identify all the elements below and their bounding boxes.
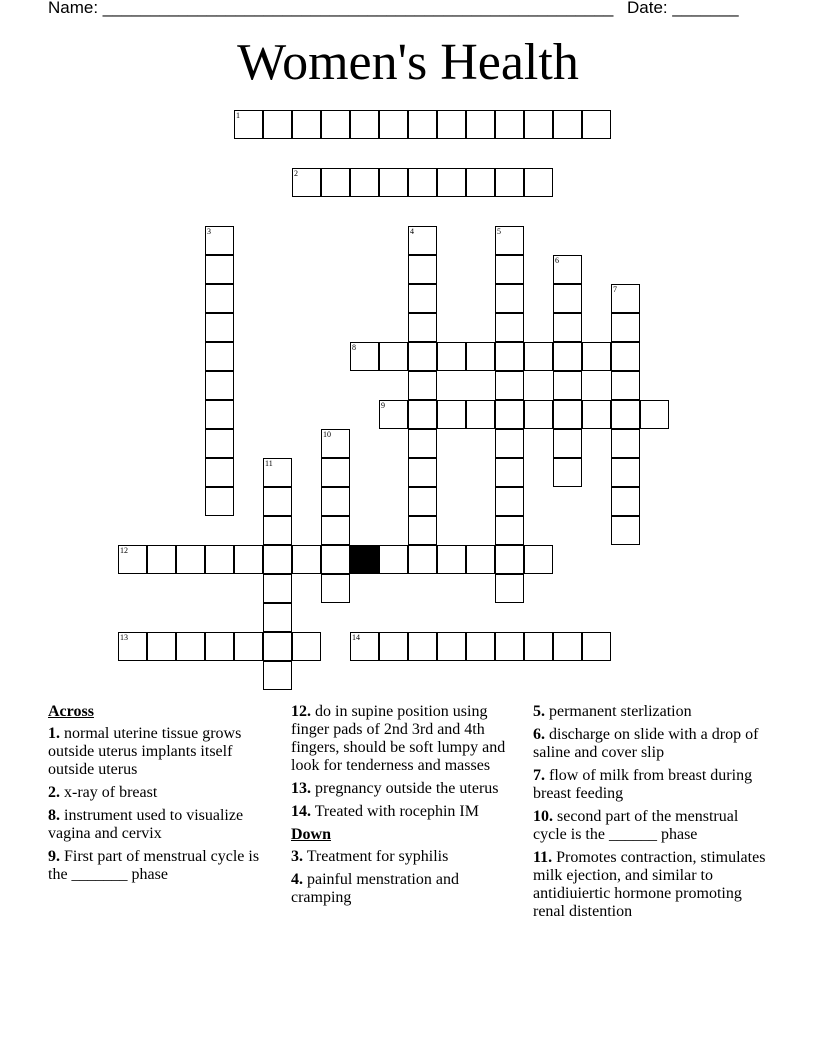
crossword-cell[interactable]	[350, 632, 379, 661]
crossword-cell[interactable]	[263, 110, 292, 139]
crossword-cell[interactable]	[495, 632, 524, 661]
crossword-cell[interactable]	[176, 545, 205, 574]
crossword-cell[interactable]	[611, 342, 640, 371]
crossword-cell[interactable]	[379, 632, 408, 661]
crossword-cell[interactable]	[321, 458, 350, 487]
clue-down-6: 6. discharge on slide with a drop of saline and cover slip	[533, 726, 759, 761]
crossword-cell[interactable]	[582, 400, 611, 429]
crossword-cell[interactable]	[611, 516, 640, 545]
crossword-cell[interactable]	[408, 516, 437, 545]
crossword-cell[interactable]	[553, 342, 582, 371]
clue-down-7: 7. flow of milk from breast during breast feeding	[533, 767, 753, 802]
crossword-cell[interactable]	[205, 487, 234, 516]
clue-down-11: 11. Promotes contraction, stimulates milk ejection, and similar to antidiuiertic hormone promoting renal distention	[533, 849, 766, 920]
crossword-cell[interactable]	[553, 400, 582, 429]
name-line[interactable]: Name: ______________________________________________________	[48, 0, 614, 17]
crossword-cell[interactable]	[466, 400, 495, 429]
crossword-cell[interactable]	[321, 516, 350, 545]
crossword-cell[interactable]	[495, 400, 524, 429]
clue-across-13: 13. pregnancy outside the uterus	[291, 780, 499, 797]
crossword-cell[interactable]	[611, 458, 640, 487]
crossword-cell[interactable]	[263, 487, 292, 516]
crossword-cell[interactable]	[321, 574, 350, 603]
crossword-cell[interactable]	[524, 168, 553, 197]
crossword-cell[interactable]	[321, 110, 350, 139]
crossword-cell[interactable]	[495, 255, 524, 284]
crossword-cell[interactable]	[408, 400, 437, 429]
crossword-cell[interactable]	[611, 487, 640, 516]
across-heading: Across	[48, 703, 94, 720]
clue-column-2	[291, 703, 521, 912]
crossword-cell[interactable]	[495, 574, 524, 603]
crossword-cell[interactable]	[350, 168, 379, 197]
crossword-cell[interactable]	[205, 400, 234, 429]
crossword-cell[interactable]	[495, 371, 524, 400]
crossword-cell[interactable]	[292, 168, 321, 197]
crossword-cell[interactable]	[379, 342, 408, 371]
clue-number: 5	[497, 227, 501, 236]
crossword-cell[interactable]	[408, 371, 437, 400]
crossword-cell[interactable]	[437, 632, 466, 661]
crossword-cell[interactable]	[408, 168, 437, 197]
crossword-cell[interactable]	[408, 429, 437, 458]
crossword-cell[interactable]	[553, 255, 582, 284]
black-square	[350, 545, 379, 574]
clue-number: 12	[120, 546, 128, 555]
crossword-cell[interactable]	[408, 342, 437, 371]
crossword-cell[interactable]	[495, 313, 524, 342]
crossword-cell[interactable]	[205, 284, 234, 313]
down-heading: Down	[291, 826, 332, 843]
crossword-cell[interactable]	[292, 110, 321, 139]
crossword-cell[interactable]	[321, 487, 350, 516]
crossword-cell[interactable]	[495, 342, 524, 371]
crossword-cell[interactable]	[118, 545, 147, 574]
clue-number: 4	[410, 227, 414, 236]
crossword-cell[interactable]	[408, 545, 437, 574]
crossword-cell[interactable]	[379, 545, 408, 574]
clue-number: 6	[555, 256, 559, 265]
date-line[interactable]: Date: _______	[627, 0, 739, 17]
clue-number: 8	[352, 343, 356, 352]
clue-down-4: 4. painful menstration and cramping	[291, 871, 459, 906]
crossword-cell[interactable]	[379, 110, 408, 139]
crossword-cell[interactable]	[263, 632, 292, 661]
crossword-cell[interactable]	[321, 168, 350, 197]
crossword-cell[interactable]	[437, 545, 466, 574]
clue-down-3: 3. Treatment for syphilis	[291, 848, 449, 865]
crossword-cell[interactable]	[437, 400, 466, 429]
clue-number: 11	[265, 459, 273, 468]
clue-column-1	[48, 703, 280, 889]
crossword-cell[interactable]	[292, 545, 321, 574]
crossword-cell[interactable]	[611, 400, 640, 429]
crossword-cell[interactable]	[495, 516, 524, 545]
crossword-cell[interactable]	[437, 168, 466, 197]
crossword-cell[interactable]	[408, 458, 437, 487]
crossword-cell[interactable]	[466, 545, 495, 574]
crossword-cell[interactable]	[263, 516, 292, 545]
crossword-cell[interactable]	[263, 458, 292, 487]
crossword-cell[interactable]	[350, 342, 379, 371]
crossword-cell[interactable]	[524, 110, 553, 139]
crossword-cell[interactable]	[524, 400, 553, 429]
crossword-cell[interactable]	[611, 371, 640, 400]
crossword-cell[interactable]	[582, 632, 611, 661]
crossword-cell[interactable]	[466, 110, 495, 139]
crossword-cell[interactable]	[611, 429, 640, 458]
crossword-cell[interactable]	[321, 429, 350, 458]
clue-column-3	[533, 703, 773, 926]
crossword-cell[interactable]	[495, 429, 524, 458]
crossword-cell[interactable]	[466, 342, 495, 371]
crossword-cell[interactable]	[495, 110, 524, 139]
crossword-cell[interactable]	[205, 458, 234, 487]
clue-number: 9	[381, 401, 385, 410]
crossword-cell[interactable]	[466, 168, 495, 197]
crossword-cell[interactable]	[263, 603, 292, 632]
crossword-cell[interactable]	[147, 632, 176, 661]
crossword-cell[interactable]	[205, 371, 234, 400]
crossword-cell[interactable]	[408, 313, 437, 342]
crossword-cell[interactable]	[205, 632, 234, 661]
crossword-cell[interactable]	[234, 110, 263, 139]
clue-number: 10	[323, 430, 331, 439]
crossword-cell[interactable]	[379, 168, 408, 197]
crossword-cell[interactable]	[553, 371, 582, 400]
crossword-cell[interactable]	[205, 255, 234, 284]
crossword-cell[interactable]	[205, 226, 234, 255]
clue-number: 2	[294, 169, 298, 178]
crossword-cell[interactable]	[495, 458, 524, 487]
crossword-cell[interactable]	[553, 284, 582, 313]
crossword-cell[interactable]	[321, 545, 350, 574]
crossword-cell[interactable]	[118, 632, 147, 661]
crossword-cell[interactable]	[234, 545, 263, 574]
crossword-cell[interactable]	[176, 632, 205, 661]
crossword-cell[interactable]	[379, 400, 408, 429]
crossword-cell[interactable]	[205, 313, 234, 342]
clue-number: 3	[207, 227, 211, 236]
clue-across-2: 2. x-ray of breast	[48, 784, 158, 801]
page-title: Women's Health	[237, 34, 579, 91]
crossword-cell[interactable]	[524, 342, 553, 371]
crossword-cell[interactable]	[611, 284, 640, 313]
crossword-cell[interactable]	[553, 429, 582, 458]
crossword-cell[interactable]	[495, 168, 524, 197]
crossword-cell[interactable]	[234, 632, 263, 661]
clue-number: 1	[236, 111, 240, 120]
crossword-cell[interactable]	[582, 110, 611, 139]
crossword-cell[interactable]	[582, 342, 611, 371]
clue-number: 14	[352, 633, 360, 642]
crossword-cell[interactable]	[408, 284, 437, 313]
crossword-cell[interactable]	[263, 574, 292, 603]
clue-number: 13	[120, 633, 128, 642]
clue-across-8: 8. instrument used to visualize vagina and cervix	[48, 807, 244, 842]
crossword-cell[interactable]	[437, 342, 466, 371]
clue-across-14: 14. Treated with rocephin IM	[291, 803, 479, 820]
crossword-cell[interactable]	[524, 545, 553, 574]
crossword-cell[interactable]	[350, 110, 379, 139]
crossword-cell[interactable]	[263, 661, 292, 690]
clue-across-1: 1. normal uterine tissue grows outside uterus implants itself outside uterus	[48, 725, 242, 778]
crossword-cell[interactable]	[205, 342, 234, 371]
crossword-cell[interactable]	[524, 632, 553, 661]
clue-down-10: 10. second part of the menstrual cycle is the ______ phase	[533, 808, 739, 843]
crossword-cell[interactable]	[553, 110, 582, 139]
clue-number: 7	[613, 285, 617, 294]
crossword-cell[interactable]	[611, 313, 640, 342]
clue-across-12: 12. do in supine position using finger pads of 2nd 3rd and 4th fingers, should be soft lumpy and look for tenderness and masses	[291, 703, 506, 774]
crossword-cell[interactable]	[263, 545, 292, 574]
clue-across-9: 9. First part of menstrual cycle is the _______ phase	[48, 848, 260, 883]
crossword-cell[interactable]	[495, 545, 524, 574]
crossword-cell[interactable]	[640, 400, 669, 429]
crossword-cell[interactable]	[495, 226, 524, 255]
crossword-cell[interactable]	[205, 545, 234, 574]
crossword-cell[interactable]	[495, 487, 524, 516]
crossword-cell[interactable]	[466, 632, 495, 661]
crossword-cell[interactable]	[408, 226, 437, 255]
crossword-cell[interactable]	[408, 632, 437, 661]
crossword-cell[interactable]	[408, 487, 437, 516]
crossword-cell[interactable]	[292, 632, 321, 661]
crossword-cell[interactable]	[553, 458, 582, 487]
clue-down-5: 5. permanent sterlization	[533, 703, 692, 720]
crossword-cell[interactable]	[437, 110, 466, 139]
crossword-cell[interactable]	[408, 110, 437, 139]
crossword-cell[interactable]	[408, 255, 437, 284]
crossword-cell[interactable]	[205, 429, 234, 458]
crossword-cell[interactable]	[553, 632, 582, 661]
crossword-cell[interactable]	[553, 313, 582, 342]
crossword-cell[interactable]	[147, 545, 176, 574]
crossword-cell[interactable]	[495, 284, 524, 313]
